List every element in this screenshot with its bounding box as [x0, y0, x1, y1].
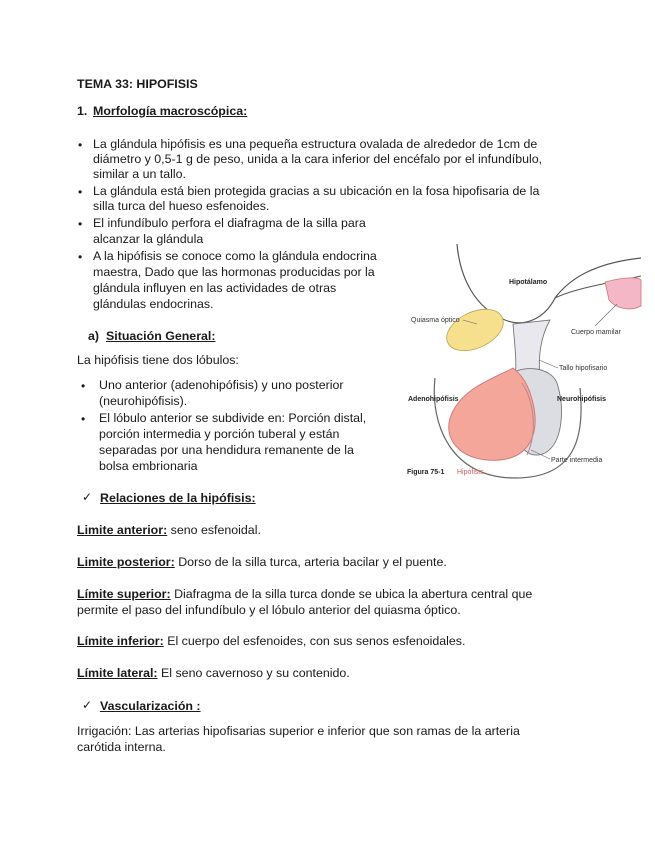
adenohypophysis	[449, 368, 535, 460]
hypophysis-figure	[405, 238, 645, 483]
bullet-dot: •	[78, 138, 83, 152]
bullet-dot: •	[78, 250, 83, 264]
check-icon: ✓	[82, 490, 93, 504]
limit-anterior: Limite anterior: seno esfenoidal.	[77, 523, 261, 537]
bullet-text-line: bolsa embrionaria	[99, 459, 198, 473]
label-adeno: Adenohipófisis	[408, 396, 459, 403]
irrigation-line: Irrigación: Las arterias hipofisarias superior e inferior que son ramas de la arteria	[77, 724, 520, 738]
label-neuro: Neurohipófisis	[557, 396, 607, 403]
hypophysis-illustration	[405, 238, 645, 483]
bullet-dot: •	[81, 412, 86, 426]
bullet-text-line: Uno anterior (adenohipófisis) y uno posterior	[99, 378, 344, 392]
bullet-text-line: glándula influyen en las actividades de otras	[93, 281, 337, 295]
lobes-intro: La hipófisis tiene dos lóbulos:	[77, 353, 239, 367]
bullet-text-line: similar a un tallo.	[93, 167, 186, 181]
limit-superior-cont: permite el paso del infundíbulo y el lóbulo anterior del quiasma óptico.	[77, 603, 461, 617]
bullet-text-line: porción intermedia y porción tuberal y están	[99, 427, 340, 441]
bullet-text-line: La glándula hipófisis es una pequeña estructura ovalada de alrededor de 1cm de	[93, 137, 538, 151]
bullet-text-line: El infundíbulo perfora el diafragma de la silla para	[93, 216, 366, 230]
page-title: TEMA 33: HIPOFISIS	[77, 77, 198, 91]
check-icon: ✓	[82, 698, 93, 712]
irrigation-line: carótida interna.	[77, 740, 166, 754]
relations-heading: Relaciones de la hipófisis:	[100, 491, 256, 505]
bullet-text-line: alcanzar la glándula	[93, 232, 204, 246]
leader-line	[595, 304, 617, 326]
mamillary-body	[605, 278, 641, 309]
caption-text: Hipófisis.	[457, 469, 486, 476]
subsection-heading: Situación General:	[106, 329, 216, 343]
subsection-label: a)	[88, 329, 100, 343]
section-number: 1.	[77, 104, 88, 118]
bullet-text-line: maestra, Dado que las hormonas producidas por la	[93, 265, 375, 279]
bullet-text-line: diámetro y 0,5-1 g de peso, unida a la cara inferior del encéfalo por el infundíbulo,	[93, 152, 543, 166]
limit-superior: Límite superior: Diafragma de la silla turca donde se ubica la abertura central que	[77, 587, 533, 601]
bullet-text-line: A la hipófisis se conoce como la glándula endocrina	[93, 249, 377, 263]
bullet-text-line: La glándula está bien protegida gracias a su ubicación en la fosa hipofisaria de la	[93, 184, 540, 198]
limit-posterior: Limite posterior: Dorso de la silla turca, arteria bacilar y el puente.	[77, 555, 447, 569]
label-parte-intermedia: Parte intermedia	[551, 457, 603, 464]
bullet-dot: •	[78, 217, 83, 231]
bullet-dot: •	[78, 185, 83, 199]
vascular-heading: Vascularización :	[100, 699, 201, 713]
bullet-text-line: (neurohipófisis).	[99, 394, 188, 408]
optic-chiasm	[440, 301, 510, 359]
caption-number: Figura 75-1	[407, 469, 445, 476]
section-heading: Morfología macroscópica:	[93, 104, 248, 118]
bullet-text-line: silla turca del hueso esfenoides.	[93, 199, 270, 213]
limit-inferior: Límite inferior: El cuerpo del esfenoides, con sus senos esfenoidales.	[77, 634, 466, 648]
label-cuerpo-mamilar: Cuerpo mamilar	[571, 329, 621, 336]
bullet-dot: •	[81, 379, 86, 393]
leader-line	[539, 360, 558, 368]
bullet-text-line: separadas por una hendidura remanente de la	[99, 443, 354, 457]
label-quiasma: Quiasma óptico	[411, 317, 460, 324]
label-tallo: Tallo hipofisario	[559, 365, 608, 372]
bullet-text-line: El lóbulo anterior se subdivide en: Porción distal,	[99, 411, 367, 425]
label-hipotalamo: Hipotálamo	[509, 279, 548, 286]
limit-lateral: Límite lateral: El seno cavernoso y su contenido.	[77, 666, 350, 680]
bullet-text-line: glándulas endocrinas.	[93, 297, 214, 311]
